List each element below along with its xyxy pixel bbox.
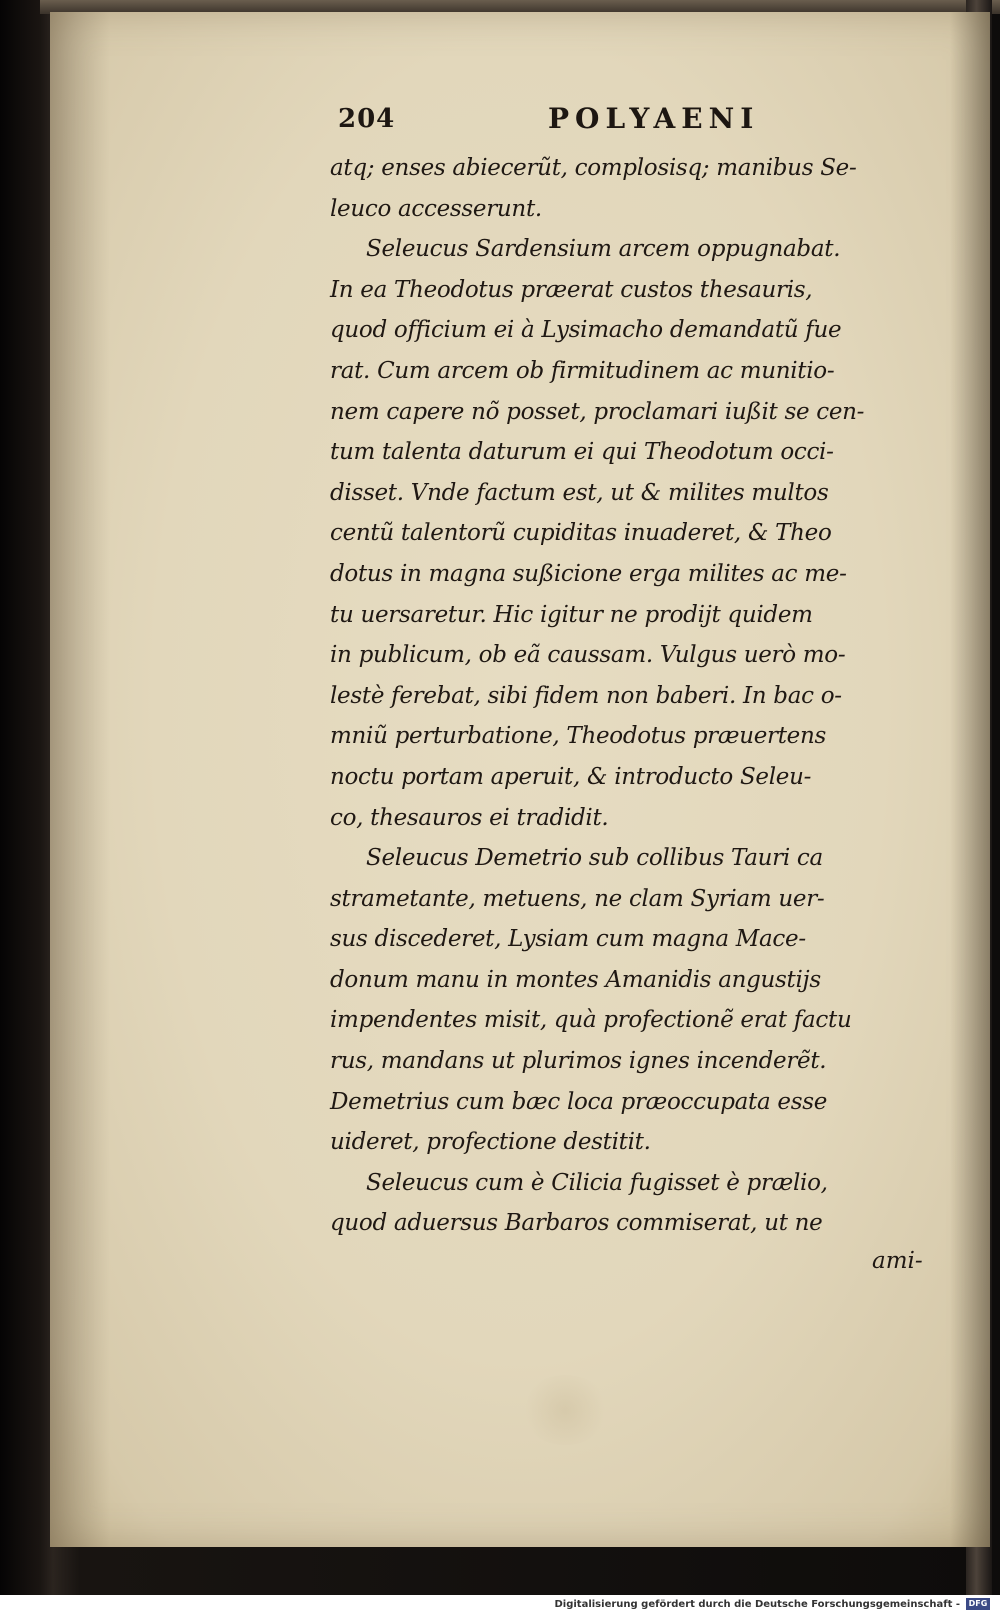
dfg-logo: DFG (966, 1598, 990, 1610)
catchword: ami- (872, 1248, 923, 1274)
running-head: POLYAENI (548, 102, 760, 135)
text-line: Seleucus cum è Cilicia fugisset è prælio, (366, 1169, 828, 1196)
edge-shadow (950, 12, 990, 1547)
text-line: leuco accesserunt. (330, 195, 542, 222)
text-line: donum manu in montes Amanidis angustijs (330, 966, 821, 993)
text-line: quod aduersus Barbaros commiserat, ut ne (330, 1210, 823, 1237)
text-line: dotus in magna sußicione erga milites ac me- (330, 560, 847, 587)
text-line: In ea Theodotus præerat custos thesauris, (330, 276, 813, 303)
text-line: tum talenta daturum ei qui Theodotum occi- (330, 439, 834, 466)
text-line: Demetrius cum bæc loca præoccupata esse (330, 1088, 828, 1115)
text-line: Seleucus Sardensium arcem oppugnabat. (366, 236, 841, 263)
page-number: 204 (338, 104, 396, 134)
text-line: rus, mandans ut plurimos ignes incenderẽt. (330, 1048, 827, 1075)
text-line: rat. Cum arcem ob firmitudinem ac munitio- (330, 357, 835, 384)
funding-credit: Digitalisierung gefördert durch die Deutsche Forschungsgemeinschaft - (554, 1599, 960, 1610)
text-line: lestè ferebat, sibi fidem non baberi. In bac o- (330, 682, 842, 709)
text-line: co, thesauros ei tradidit. (330, 804, 609, 831)
gutter-shadow (50, 12, 110, 1547)
page-header (338, 102, 798, 142)
text-line: impendentes misit, quà profectionẽ erat factu (330, 1007, 852, 1034)
text-line: nem capere nõ posset, proclamari iußit se cen- (330, 398, 865, 425)
text-line: mniũ perturbatione, Theodotus præuertens (330, 723, 826, 750)
text-line: noctu portam aperuit, & introducto Seleu- (330, 763, 812, 790)
text-line: tu uersaretur. Hic igitur ne prodijt quidem (330, 601, 813, 628)
text-line: sus discederet, Lysiam cum magna Mace- (330, 926, 806, 953)
text-line: uideret, profectione destitit. (330, 1129, 651, 1156)
text-line: in publicum, ob eã caussam. Vulgus uerò mo- (330, 642, 846, 669)
body-text (330, 148, 920, 1244)
text-line: quod officium ei à Lysimacho demandatũ fue (330, 317, 842, 344)
text-line: disset. Vnde factum est, ut & milites multos (330, 479, 829, 506)
text-line: centũ talentorũ cupiditas inuaderet, & Theo (330, 520, 832, 547)
text-line: Seleucus Demetrio sub collibus Tauri ca (366, 845, 823, 872)
text-line: strametante, metuens, ne clam Syriam uer- (330, 885, 825, 912)
text-line: atq; enses abiecerũt, complosisq; manibus Se- (330, 155, 857, 181)
paper-stain (520, 1375, 610, 1445)
